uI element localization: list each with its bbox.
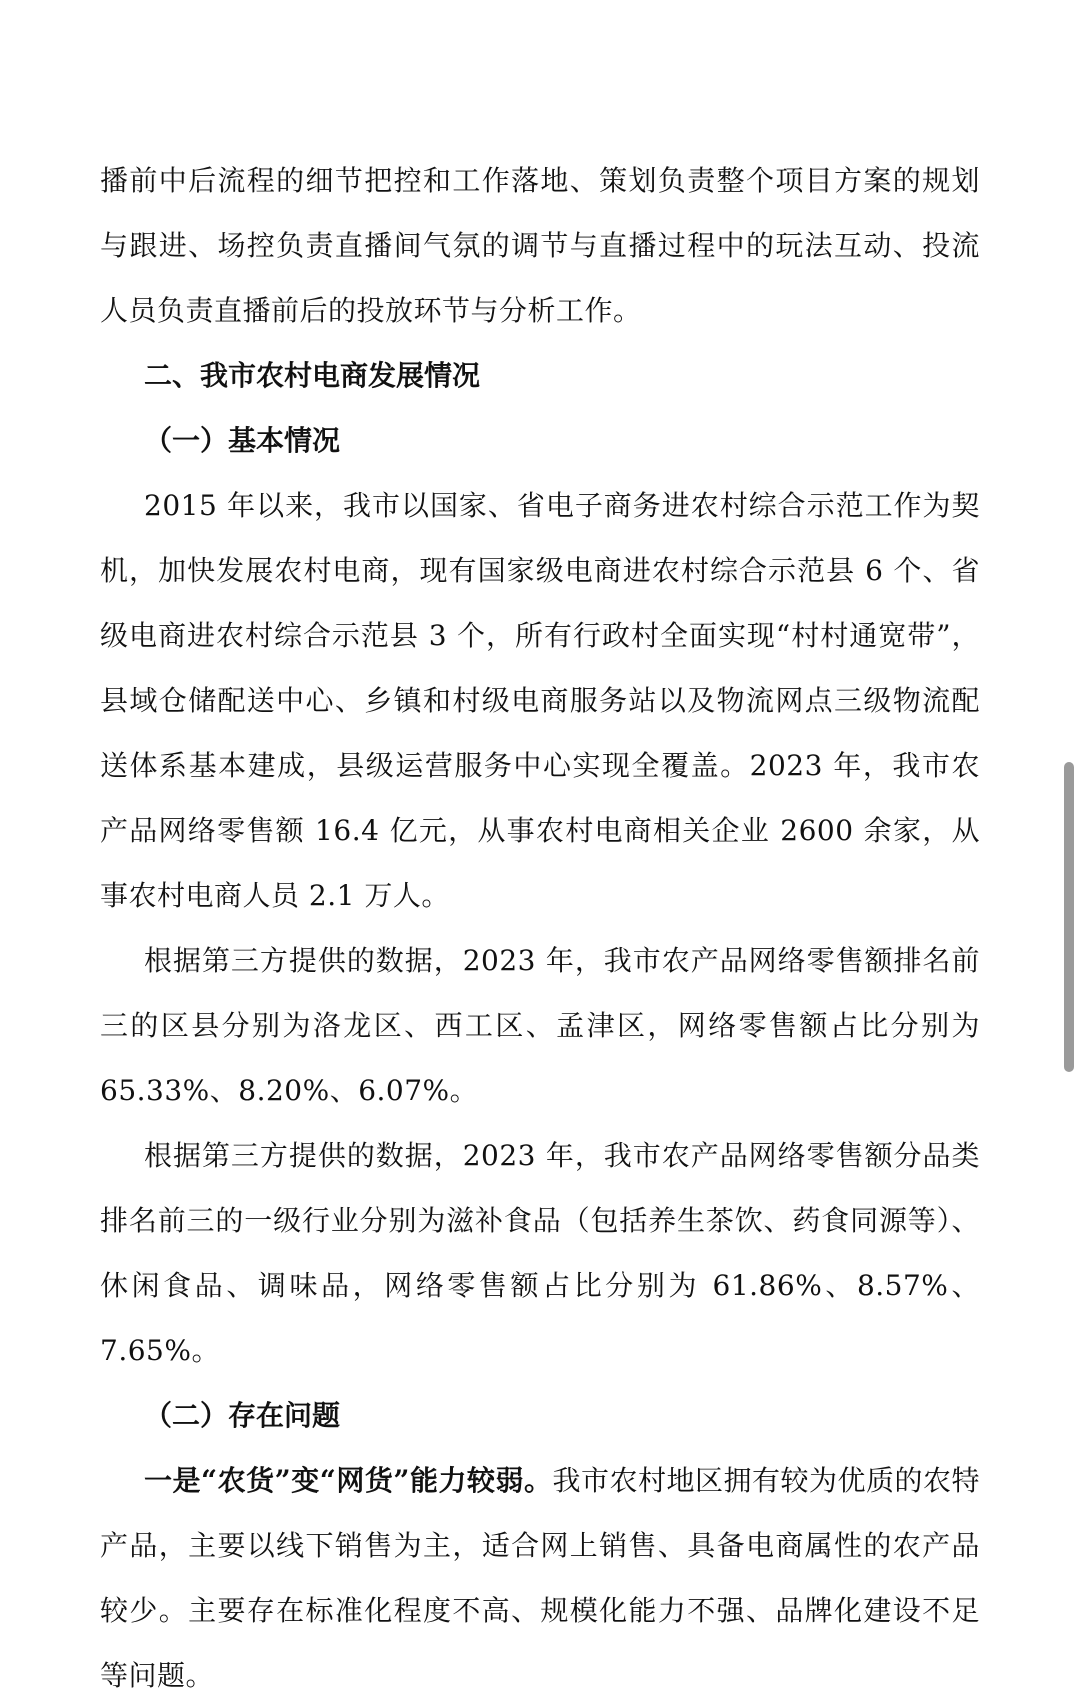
problem-one-lead: 一是“农货”变“网货”能力较弱。 <box>144 1464 553 1497</box>
paragraph-category-ranking: 根据第三方提供的数据，2023 年，我市农产品网络零售额分品类排名前三的一级行业分别为滋补食品（包括养生茶饮、药食同源等）、休闲食品、调味品，网络零售额占比分别为 61.86%、8.57%、7.65%。 <box>100 1139 980 1367</box>
paragraph-problem-one <box>100 1448 980 1708</box>
section-heading: 二、我市农村电商发展情况 <box>144 359 481 392</box>
paragraph-intro: 播前中后流程的细节把控和工作落地、策划负责整个项目方案的规划与跟进、场控负责直播间气氛的调节与直播过程中的玩法互动、投流人员负责直播前后的投放环节与分析工作。 <box>100 164 980 327</box>
subsection-heading-problems: （二）存在问题 <box>144 1399 341 1432</box>
problem-one-body: 我市农村地区拥有较为优质的农特产品，主要以线下销售为主，适合网上销售、具备电商属性的农产品较少。主要存在标准化程度不高、规模化能力不强、品牌化建设不足等问题。 <box>100 1464 980 1692</box>
paragraph-district-ranking: 根据第三方提供的数据，2023 年，我市农产品网络零售额排名前三的区县分别为洛龙区、西工区、孟津区，网络零售额占比分别为 65.33%、8.20%、6.07%。 <box>100 944 980 1107</box>
paragraph-basic-situation: 2015 年以来，我市以国家、省电子商务进农村综合示范工作为契机，加快发展农村电商，现有国家级电商进农村综合示范县 6 个、省级电商进农村综合示范县 3 个，所有行政村全面实现“村村通宽带”，县域仓储配送中心、乡镇和村级电商服务站以及物流网点三级物流配送体系基本建成，县级运营服务中心实现全覆盖。2023 年，我市农产品网络零售额 16.4 亿元，从事农村电商相关企业 2600 余家，从事农村电商人员 2.1 万人。 <box>100 489 980 912</box>
document-body <box>100 148 980 1708</box>
vertical-scrollbar[interactable] <box>1064 762 1074 1072</box>
subsection-heading-basic: （一）基本情况 <box>144 424 341 457</box>
